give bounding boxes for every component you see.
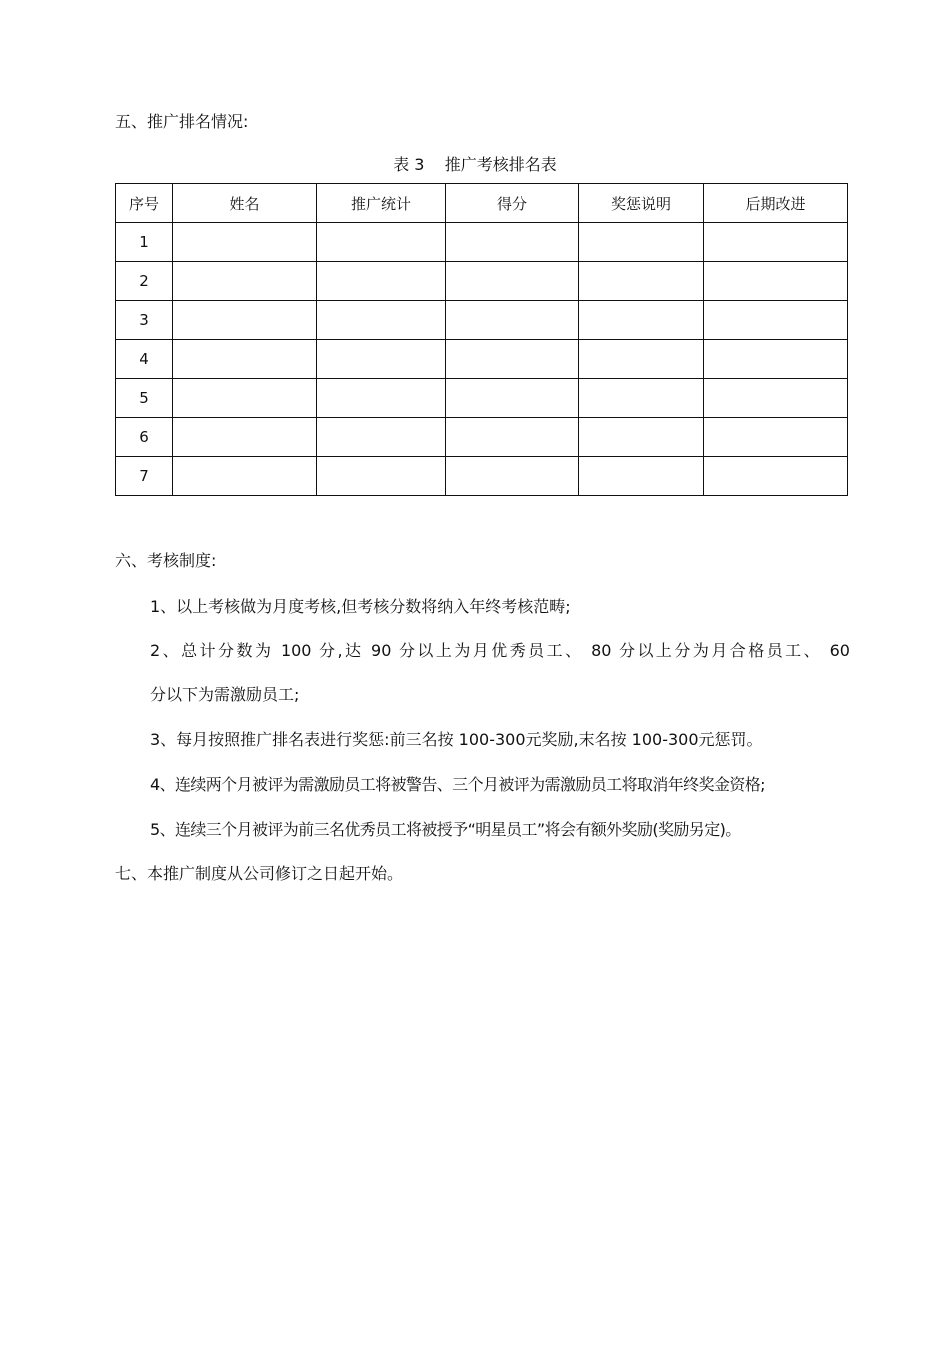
table-row bbox=[116, 457, 848, 496]
table-row bbox=[116, 262, 848, 301]
cell-index: 3 bbox=[116, 301, 173, 340]
cell-score bbox=[446, 262, 579, 301]
cell-promotion-stats bbox=[317, 457, 446, 496]
cell-improvement bbox=[704, 340, 848, 379]
cell-reward-note bbox=[579, 457, 704, 496]
cell-reward-note bbox=[579, 223, 704, 262]
cell-promotion-stats bbox=[317, 379, 446, 418]
section-7-heading: 七、本推广制度从公司修订之日起开始。 bbox=[115, 864, 404, 883]
cell-promotion-stats bbox=[317, 340, 446, 379]
cell-improvement bbox=[704, 262, 848, 301]
header-promotion-stats: 推广统计 bbox=[317, 184, 446, 223]
table-row bbox=[116, 223, 848, 262]
cell-improvement bbox=[704, 418, 848, 457]
cell-promotion-stats bbox=[317, 418, 446, 457]
cell-score bbox=[446, 340, 579, 379]
cell-improvement bbox=[704, 301, 848, 340]
cell-reward-note bbox=[579, 418, 704, 457]
section-5-heading: 五、推广排名情况: bbox=[115, 112, 249, 131]
table-caption: 表 3 推广考核排名表 bbox=[393, 155, 557, 174]
rule-item-5: 5、连续三个月被评为前三名优秀员工将被授予“明星员工”将会有额外奖励(奖励另定)。 bbox=[150, 820, 741, 839]
cell-score bbox=[446, 223, 579, 262]
table-row bbox=[116, 379, 848, 418]
cell-reward-note bbox=[579, 262, 704, 301]
cell-name bbox=[173, 418, 317, 457]
rule-item-2-continued: 分以下为需激励员工; bbox=[150, 685, 300, 704]
cell-name bbox=[173, 457, 317, 496]
cell-index: 1 bbox=[116, 223, 173, 262]
header-index: 序号 bbox=[116, 184, 173, 223]
cell-promotion-stats bbox=[317, 301, 446, 340]
cell-improvement bbox=[704, 457, 848, 496]
header-score: 得分 bbox=[446, 184, 579, 223]
rule-item-4: 4、连续两个月被评为需激励员工将被警告、三个月被评为需激励员工将取消年终奖金资格; bbox=[150, 775, 765, 794]
table-row bbox=[116, 340, 848, 379]
section-6-heading: 六、考核制度: bbox=[115, 551, 217, 570]
table-row bbox=[116, 418, 848, 457]
cell-promotion-stats bbox=[317, 262, 446, 301]
cell-score bbox=[446, 301, 579, 340]
cell-reward-note bbox=[579, 301, 704, 340]
cell-index: 2 bbox=[116, 262, 173, 301]
cell-name bbox=[173, 262, 317, 301]
ranking-table bbox=[115, 183, 848, 496]
header-name: 姓名 bbox=[173, 184, 317, 223]
cell-index: 4 bbox=[116, 340, 173, 379]
rule-item-1: 1、以上考核做为月度考核,但考核分数将纳入年终考核范畴; bbox=[150, 597, 571, 616]
cell-name bbox=[173, 223, 317, 262]
rule-item-3: 3、每月按照推广排名表进行奖惩:前三名按 100-300元奖励,末名按 100-300元惩罚。 bbox=[150, 730, 763, 749]
cell-improvement bbox=[704, 379, 848, 418]
cell-improvement bbox=[704, 223, 848, 262]
cell-reward-note bbox=[579, 379, 704, 418]
cell-score bbox=[446, 418, 579, 457]
table-header-row bbox=[116, 184, 848, 223]
cell-score bbox=[446, 457, 579, 496]
cell-name bbox=[173, 301, 317, 340]
cell-index: 5 bbox=[116, 379, 173, 418]
cell-name bbox=[173, 379, 317, 418]
cell-score bbox=[446, 379, 579, 418]
cell-name bbox=[173, 340, 317, 379]
cell-index: 6 bbox=[116, 418, 173, 457]
cell-index: 7 bbox=[116, 457, 173, 496]
cell-promotion-stats bbox=[317, 223, 446, 262]
table-row bbox=[116, 301, 848, 340]
header-reward-note: 奖惩说明 bbox=[579, 184, 704, 223]
header-improvement: 后期改进 bbox=[704, 184, 848, 223]
rule-item-2: 2、总计分数为 100 分,达 90 分以上为月优秀员工、 80 分以上分为月合格员工、 60 bbox=[150, 641, 850, 660]
cell-reward-note bbox=[579, 340, 704, 379]
